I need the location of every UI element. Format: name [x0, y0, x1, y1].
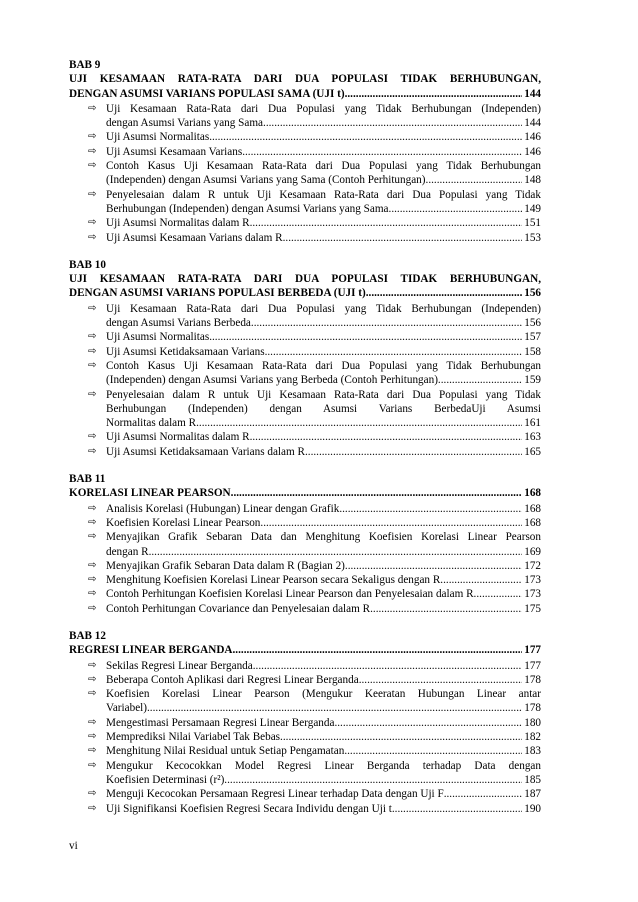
dot-leader — [260, 516, 522, 530]
arrow-outline-right-icon: ⇨ — [88, 145, 97, 157]
arrow-outline-right-icon: ⇨ — [88, 673, 97, 685]
section-page-number: 190 — [524, 802, 541, 815]
section-page-number: 169 — [524, 545, 541, 558]
section-list — [69, 102, 541, 245]
section-entry[interactable] — [69, 302, 541, 331]
arrow-outline-right-icon: ⇨ — [88, 531, 97, 543]
section-entry[interactable] — [69, 673, 541, 687]
section-list — [69, 302, 541, 459]
section-entry[interactable] — [69, 159, 541, 188]
section-title-entry — [106, 659, 541, 673]
section-entry[interactable] — [69, 502, 541, 516]
section-title-line: Menyajikan Grafik Sebaran Data dan Menghitung Koefisien Korelasi Linear Pearson — [106, 531, 541, 544]
section-page-number: 183 — [524, 745, 541, 758]
section-title-entry — [106, 545, 541, 559]
arrow-outline-right-icon: ⇨ — [88, 659, 97, 671]
chapter-title-entry[interactable] — [69, 643, 541, 657]
chapter-page-number: 177 — [524, 644, 541, 657]
dot-leader — [233, 643, 523, 657]
section-entry[interactable] — [69, 787, 541, 801]
arrow-outline-right-icon: ⇨ — [88, 559, 97, 571]
section-title-line: Penyelesaian dalam R untuk Uji Kesamaan Rata-Rata dari Dua Populasi yang Tidak — [106, 388, 541, 401]
section-title: Menguji Kecocokan Persamaan Regresi Linear terhadap Data dengan Uji F — [106, 788, 444, 801]
section-title-entry — [106, 445, 541, 459]
chapter-section — [69, 258, 541, 459]
dot-leader — [242, 145, 522, 159]
section-title-entry — [106, 373, 541, 387]
section-title-entry — [106, 516, 541, 530]
section-entry[interactable] — [69, 587, 541, 601]
section-entry[interactable] — [69, 573, 541, 587]
section-title-line: Uji Kesamaan Rata-Rata dari Dua Populasi yang Tidak Berhubungan (Independen) — [106, 102, 541, 115]
section-title: dengan R — [106, 545, 149, 558]
chapter-number: BAB 11 — [69, 473, 106, 486]
arrow-outline-right-icon: ⇨ — [88, 788, 97, 800]
section-entry[interactable] — [69, 687, 541, 716]
section-page-number: 187 — [524, 788, 541, 801]
section-title-entry — [106, 173, 541, 187]
dot-leader — [474, 587, 523, 601]
dot-leader — [250, 216, 523, 230]
section-page-number: 173 — [524, 574, 541, 587]
section-page-number: 168 — [524, 502, 541, 515]
dot-leader — [231, 486, 523, 500]
section-entry[interactable] — [69, 145, 541, 159]
dot-leader — [440, 573, 522, 587]
arrow-outline-right-icon: ⇨ — [88, 574, 97, 586]
chapter-title: REGRESI LINEAR BERGANDA — [69, 644, 233, 657]
section-page-number: 148 — [524, 174, 541, 187]
section-title-entry — [106, 587, 541, 601]
dot-leader — [359, 673, 523, 687]
section-entry[interactable] — [69, 345, 541, 359]
dot-leader — [251, 316, 522, 330]
arrow-outline-right-icon: ⇨ — [88, 502, 97, 514]
section-title-line: Penyelesaian dalam R untuk Uji Kesamaan Rata-Rata dari Dua Populasi yang Tidak — [106, 188, 541, 201]
section-title: Sekilas Regresi Linear Berganda — [106, 659, 253, 672]
dot-leader — [209, 330, 522, 344]
section-title-entry — [106, 216, 541, 230]
section-list — [69, 502, 541, 616]
section-title-entry — [106, 202, 541, 216]
section-page-number: 146 — [524, 145, 541, 158]
chapter-section — [69, 472, 541, 616]
section-title-entry — [106, 416, 541, 430]
section-title-line: Contoh Kasus Uji Kesamaan Rata-Rata dari Dua Populasi yang Tidak Berhubungan — [106, 359, 541, 372]
section-entry[interactable] — [69, 216, 541, 230]
section-title-entry — [106, 145, 541, 159]
section-page-number: 158 — [524, 345, 541, 358]
section-page-number: 178 — [524, 702, 541, 715]
chapter-title: KORELASI LINEAR PEARSON — [69, 487, 231, 500]
section-title: dengan Asumsi Varians yang Sama — [106, 117, 264, 130]
dot-leader — [265, 345, 523, 359]
section-entry[interactable] — [69, 716, 541, 730]
dot-leader — [334, 716, 522, 730]
section-title-entry — [106, 130, 541, 144]
chapter-page-number: 144 — [524, 87, 541, 100]
section-title-entry — [106, 430, 541, 444]
chapter-title-entry[interactable] — [69, 486, 541, 500]
section-entry[interactable] — [69, 602, 541, 616]
section-title: Uji Asumsi Kesamaan Varians — [106, 145, 243, 158]
chapter-page-number: 168 — [524, 487, 541, 500]
section-title-entry — [106, 787, 541, 801]
chapter-title: DENGAN ASUMSI VARIANS POPULASI BERBEDA (UJI t) — [69, 287, 366, 300]
section-title-entry — [106, 116, 541, 130]
arrow-outline-right-icon: ⇨ — [88, 160, 97, 172]
section-title: Koefisien Korelasi Linear Pearson — [106, 516, 261, 529]
chapter-section — [69, 58, 541, 245]
dot-leader — [345, 559, 522, 573]
section-title: Uji Asumsi Normalitas — [106, 331, 210, 344]
section-page-number: 180 — [524, 716, 541, 729]
section-title: Koefisien Determinasi (r²) — [106, 773, 225, 786]
arrow-outline-right-icon: ⇨ — [88, 759, 97, 771]
section-entry[interactable] — [69, 188, 541, 217]
arrow-outline-right-icon: ⇨ — [88, 302, 97, 314]
arrow-outline-right-icon: ⇨ — [88, 688, 97, 700]
arrow-outline-right-icon: ⇨ — [88, 516, 97, 528]
chapter-number: BAB 12 — [69, 629, 106, 642]
section-title: Menghitung Koefisien Korelasi Linear Pearson secara Sekaligus dengan R — [106, 574, 441, 587]
arrow-outline-right-icon: ⇨ — [88, 345, 97, 357]
section-title: Berhubungan (Independen) dengan Asumsi Varians yang Sama — [106, 202, 389, 215]
section-page-number: 175 — [524, 602, 541, 615]
section-title: Variabel) — [106, 702, 147, 715]
section-page-number: 168 — [524, 516, 541, 529]
section-title: Memprediksi Nilai Variabel Tak Bebas — [106, 731, 281, 744]
section-title-line: Koefisien Korelasi Linear Pearson (Mengukur Keeratan Hubungan Linear antar — [106, 688, 541, 701]
arrow-outline-right-icon: ⇨ — [88, 588, 97, 600]
section-title-line: Contoh Kasus Uji Kesamaan Rata-Rata dari Dua Populasi yang Tidak Berhubungan — [106, 160, 541, 173]
arrow-outline-right-icon: ⇨ — [88, 231, 97, 243]
section-page-number: 149 — [524, 202, 541, 215]
section-list — [69, 659, 541, 816]
section-title: Uji Asumsi Kesamaan Varians dalam R — [106, 231, 283, 244]
dot-leader — [263, 116, 522, 130]
section-entry[interactable] — [69, 744, 541, 758]
section-title-entry — [106, 802, 541, 816]
dot-leader — [250, 430, 523, 444]
section-title-line: Berhubungan (Independen) dengan Asumsi Varians BerbedaUji Asumsi — [106, 402, 541, 415]
section-title-entry — [106, 730, 541, 744]
chapter-number: BAB 9 — [69, 59, 101, 71]
section-page-number: 177 — [524, 659, 541, 672]
arrow-outline-right-icon: ⇨ — [88, 359, 97, 371]
dot-leader — [305, 445, 522, 459]
section-title-entry — [106, 573, 541, 587]
arrow-outline-right-icon: ⇨ — [88, 188, 97, 200]
dot-leader — [370, 602, 522, 616]
dot-leader — [438, 373, 522, 387]
dot-leader — [426, 173, 523, 187]
chapter-title: DENGAN ASUMSI VARIANS POPULASI SAMA (UJI t) — [69, 87, 345, 100]
section-page-number: 159 — [524, 374, 541, 387]
section-entry[interactable] — [69, 359, 541, 388]
section-title-line: Uji Kesamaan Rata-Rata dari Dua Populasi yang Tidak Berhubungan (Independen) — [106, 302, 541, 315]
section-page-number: 151 — [524, 217, 541, 230]
chapter-title-line: UJI KESAMAAN RATA-RATA DARI DUA POPULASI TIDAK BERHUBUNGAN, — [69, 273, 541, 286]
section-page-number: 146 — [524, 131, 541, 144]
section-page-number: 163 — [524, 431, 541, 444]
section-page-number: 157 — [524, 331, 541, 344]
section-title-entry — [106, 744, 541, 758]
section-title: dengan Asumsi Varians Berbeda — [106, 317, 251, 330]
dot-leader — [147, 701, 522, 715]
chapter-title-line: UJI KESAMAAN RATA-RATA DARI DUA POPULASI TIDAK BERHUBUNGAN, — [69, 73, 541, 86]
section-title-entry — [106, 716, 541, 730]
arrow-outline-right-icon: ⇨ — [88, 602, 97, 614]
section-title: Menghitung Nilai Residual untuk Setiap Pengamatan — [106, 745, 345, 758]
section-entry[interactable] — [69, 330, 541, 344]
chapter-number: BAB 10 — [69, 258, 106, 271]
arrow-outline-right-icon: ⇨ — [88, 731, 97, 743]
section-entry[interactable] — [69, 802, 541, 816]
dot-leader — [196, 416, 522, 430]
section-page-number: 156 — [524, 317, 541, 330]
arrow-outline-right-icon: ⇨ — [88, 716, 97, 728]
section-title-entry — [106, 502, 541, 516]
section-title-entry — [106, 316, 541, 330]
section-title: Analisis Korelasi (Hubungan) Linear dengan Grafik — [106, 502, 340, 515]
dot-leader — [280, 730, 522, 744]
section-page-number: 161 — [524, 417, 541, 430]
chapter-title-entry[interactable] — [69, 87, 541, 101]
section-title-entry — [106, 330, 541, 344]
section-title-line: Mengukur Kecocokkan Model Regresi Linear Berganda terhadap Data dengan — [106, 759, 541, 772]
arrow-outline-right-icon: ⇨ — [88, 445, 97, 457]
section-entry[interactable] — [69, 516, 541, 530]
section-title: Uji Asumsi Ketidaksamaan Varians — [106, 345, 265, 358]
dot-leader — [224, 773, 522, 787]
section-entry[interactable] — [69, 231, 541, 245]
section-title-entry — [106, 701, 541, 715]
arrow-outline-right-icon: ⇨ — [88, 745, 97, 757]
section-entry[interactable] — [69, 445, 541, 459]
section-page-number: 182 — [524, 731, 541, 744]
section-title: Normalitas dalam R — [106, 417, 197, 430]
arrow-outline-right-icon: ⇨ — [88, 802, 97, 814]
section-entry[interactable] — [69, 130, 541, 144]
dot-leader — [253, 659, 522, 673]
section-title: Beberapa Contoh Aplikasi dari Regresi Linear Berganda — [106, 673, 359, 686]
dot-leader — [209, 130, 522, 144]
dot-leader — [392, 802, 522, 816]
arrow-outline-right-icon: ⇨ — [88, 331, 97, 343]
section-page-number: 144 — [524, 117, 541, 130]
section-title-entry — [106, 559, 541, 573]
arrow-outline-right-icon: ⇨ — [88, 431, 97, 443]
table-of-contents — [69, 58, 541, 829]
dot-leader — [344, 744, 522, 758]
dot-leader — [283, 231, 523, 245]
chapter-title-entry[interactable] — [69, 286, 541, 300]
section-entry[interactable] — [69, 759, 541, 788]
section-title: Mengestimasi Persamaan Regresi Linear Berganda — [106, 716, 335, 729]
section-page-number: 185 — [524, 773, 541, 786]
section-page-number: 153 — [524, 231, 541, 244]
section-title: Contoh Perhitungan Covariance dan Penyelesaian dalam R — [106, 602, 371, 615]
section-entry[interactable] — [69, 388, 541, 431]
chapter-section — [69, 629, 541, 816]
dot-leader — [389, 202, 523, 216]
arrow-outline-right-icon: ⇨ — [88, 102, 97, 114]
dot-leader — [339, 502, 522, 516]
section-title-entry — [106, 773, 541, 787]
section-entry[interactable] — [69, 559, 541, 573]
section-entry[interactable] — [69, 659, 541, 673]
section-entry[interactable] — [69, 530, 541, 559]
section-title: Uji Asumsi Normalitas dalam R — [106, 431, 250, 444]
section-title-entry — [106, 345, 541, 359]
section-page-number: 178 — [524, 673, 541, 686]
section-title: Uji Asumsi Normalitas — [106, 131, 210, 144]
section-title: Uji Asumsi Ketidaksamaan Varians dalam R — [106, 445, 305, 458]
section-entry[interactable] — [69, 102, 541, 131]
page-number: vi — [69, 840, 78, 852]
section-title-entry — [106, 673, 541, 687]
section-title: (Independen) dengan Asumsi Varians yang Berbeda (Contoh Perhitungan) — [106, 374, 438, 387]
dot-leader — [345, 87, 523, 101]
section-title: Uji Asumsi Normalitas dalam R — [106, 217, 250, 230]
section-title-entry — [106, 231, 541, 245]
arrow-outline-right-icon: ⇨ — [88, 131, 97, 143]
section-title: Uji Signifikansi Koefisien Regresi Secara Individu dengan Uji t — [106, 802, 392, 815]
arrow-outline-right-icon: ⇨ — [88, 217, 97, 229]
section-title: Menyajikan Grafik Sebaran Data dalam R (Bagian 2) — [106, 559, 345, 572]
section-entry[interactable] — [69, 430, 541, 444]
section-page-number: 172 — [524, 559, 541, 572]
chapter-page-number: 156 — [524, 287, 541, 300]
dot-leader — [444, 787, 523, 801]
section-entry[interactable] — [69, 730, 541, 744]
section-title-entry — [106, 602, 541, 616]
dot-leader — [149, 545, 523, 559]
section-title: Contoh Perhitungan Koefisien Korelasi Linear Pearson dan Penyelesaian dalam R — [106, 588, 474, 601]
dot-leader — [366, 286, 522, 300]
section-page-number: 173 — [524, 588, 541, 601]
arrow-outline-right-icon: ⇨ — [88, 388, 97, 400]
section-title: (Independen) dengan Asumsi Varians yang Sama (Contoh Perhitungan) — [106, 174, 426, 187]
section-page-number: 165 — [524, 445, 541, 458]
